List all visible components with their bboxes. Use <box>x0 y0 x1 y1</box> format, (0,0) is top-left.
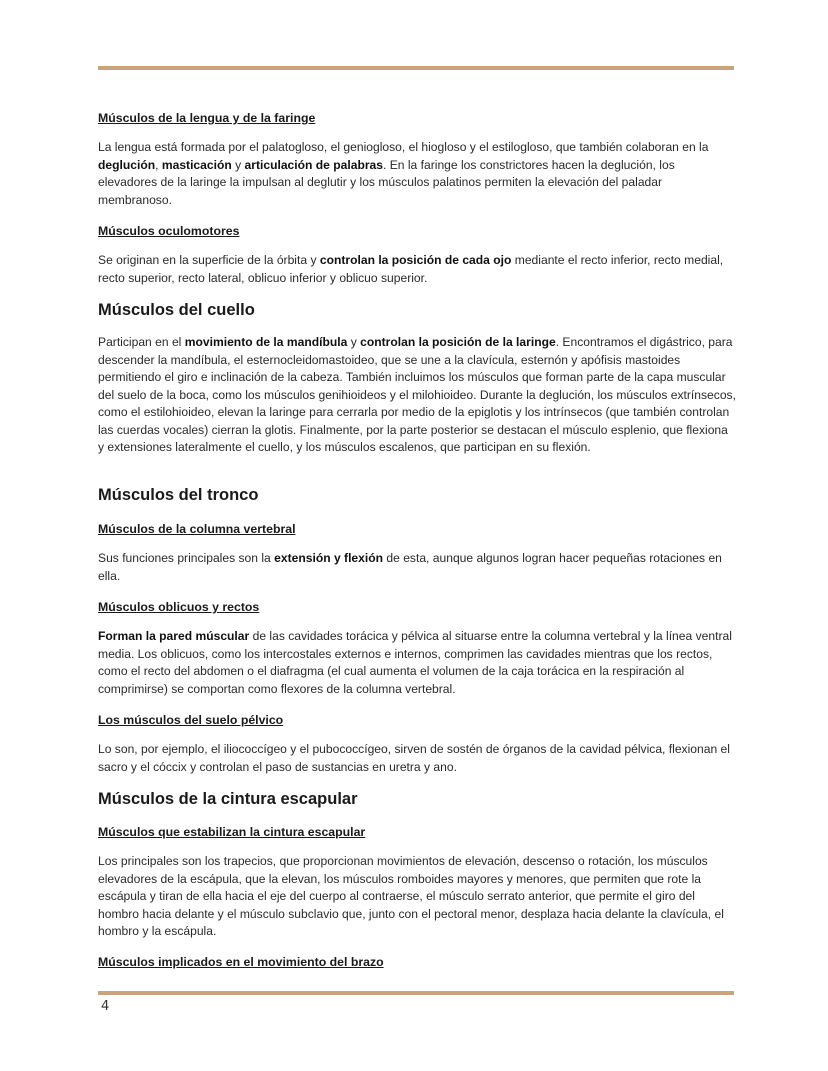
bold-text: controlan la posición de la laringe <box>360 335 556 349</box>
text-run: Lo son, por ejemplo, el iliococcígeo y el pubococcígeo, sirven de sostén de órganos de la cavidad pélvica, flexionan el sacro y el cóccix y controlan el paso de sustancias en uretra y ano. <box>98 742 730 774</box>
section-heading: Músculos del cuello <box>98 301 255 319</box>
text-run: Los principales son los trapecios, que proporcionan movimientos de elevación, descenso o rotación, los músculos elevadores de la escápula, que la elevan, los músculos romboides mayores y menores, que permiten que rote la escápula y tiran de ella hacia el eje del cuerpo al contraerse, el músculo serrato anterior, que permite el giro del hombro hacia delante y el músculo subclavio que, junto con el pectoral menor, desplaza hacia delante la clavícula, el hombro y la escápula. <box>98 854 724 938</box>
text-run: y <box>231 157 245 172</box>
footer-rule <box>98 991 734 995</box>
section-heading: Músculos del tronco <box>98 486 259 504</box>
subsection-heading: Músculos oculomotores <box>98 224 240 238</box>
paragraph <box>98 252 736 287</box>
paragraph <box>98 550 736 585</box>
text-run: Se originan en la superficie de la órbita y <box>98 253 320 267</box>
paragraph <box>98 741 736 776</box>
page-number: 4 <box>101 999 110 1014</box>
subsection-heading: Los músculos del suelo pélvico <box>98 713 284 727</box>
paragraph <box>98 334 736 457</box>
subsection-heading: Músculos oblicuos y rectos <box>98 600 260 614</box>
text-run: mediante el recto inferior, recto medial, recto superior, recto lateral, oblicuo inferior y oblicuo superior. <box>98 253 724 285</box>
bold-text: extensión y flexión <box>274 551 384 565</box>
text-run: y <box>347 335 361 349</box>
header-rule <box>98 66 734 70</box>
text-run: Sus funciones principales son la <box>98 551 275 565</box>
paragraph <box>98 139 736 209</box>
bold-text: deglución <box>98 157 156 172</box>
text-run: Participan en el <box>98 335 185 349</box>
subsection-heading: Músculos de la columna vertebral <box>98 522 296 536</box>
bold-text: Forman la pared múscular <box>98 629 250 643</box>
text-run: . Encontramos el digástrico, para descender la mandíbula, el esternocleidomastoideo, que se une a la clavícula, esternón y apófisis mastoides permitiendo el giro e inclinación de la cabeza. También incluimos los músculos que forman parte de la capa muscular del suelo de la boca, como los músculos genihioideos y el milohioideo. Durante la deglución, los músculos extrínsecos, como el estilohioideo, elevan la laringe para cerrarla por medio de la epiglotis y los intrínsecos (que también controlan las cuerdas vocales) cierran la glotis. Finalmente, por la parte posterior se destacan el músculo esplenio, que flexiona y extensiones lateralmente el cuello, y los músculos escalenos, que participan en su flexión. <box>98 335 736 454</box>
paragraph <box>98 853 736 941</box>
text-run: La lengua está formada por el palatogloso, el geniogloso, el hiogloso y el estilogloso, que también colaboran en la <box>98 140 709 154</box>
subsection-heading: Músculos implicados en el movimiento del brazo <box>98 955 384 969</box>
text-run: . En la faringe los constrictores hacen la deglución, los elevadores de la laringe la impulsan al deglutir y los músculos palatinos permiten la elevación del paladar membranoso. <box>98 157 675 207</box>
subsection-heading: Músculos que estabilizan la cintura escapular <box>98 825 366 839</box>
section-heading: Músculos de la cintura escapular <box>98 790 358 808</box>
subsection-heading: Músculos de la lengua y de la faringe <box>98 111 316 125</box>
text-run: , <box>155 157 162 172</box>
text-run: de esta, aunque algunos logran hacer pequeñas rotaciones en ella. <box>98 551 722 583</box>
paragraph <box>98 628 736 698</box>
bold-text: movimiento de la mandíbula <box>184 335 348 349</box>
bold-text: masticación <box>161 157 232 172</box>
text-run: de las cavidades torácica y pélvica al situarse entre la columna vertebral y la línea ventral media. Los oblicuos, como los intercostales externos e internos, comprimen las cavidades mientras que los rectos, como el recto del abdomen o el diafragma (el cual aumenta el volumen de la caja torácica en la respiración al comprimirse) se comportan como flexores de la columna vertebral. <box>98 629 732 696</box>
bold-text: articulación de palabras <box>244 157 383 172</box>
bold-text: controlan la posición de cada ojo <box>319 253 512 267</box>
